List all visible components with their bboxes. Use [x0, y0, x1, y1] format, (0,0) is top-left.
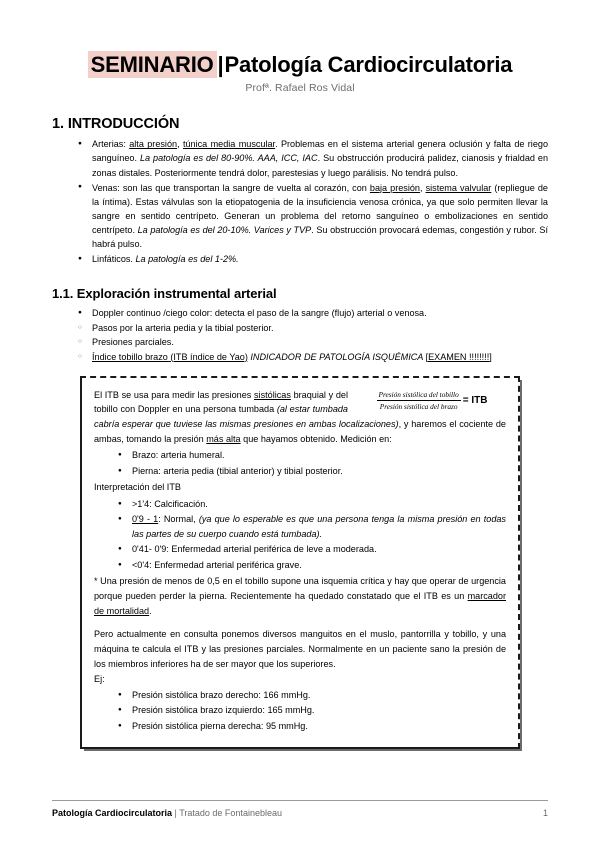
- text-run: Venas: son las que transportan la sangre de vuelta al corazón, con: [92, 182, 370, 193]
- itb-callout-box: [80, 376, 520, 750]
- footer-title: Patología Cardiocirculatoria: [52, 808, 173, 818]
- underlined-text: túnica media muscular: [182, 139, 276, 150]
- title-separator: |: [217, 52, 224, 77]
- footer-source: Tratado de Fontainebleau: [179, 808, 282, 818]
- list-item: [118, 542, 506, 557]
- italic-text: (al estar tumbada cabría esperar que tuviese las mismas presiones en ambas localizaciones): [94, 404, 399, 430]
- list-item: ● Presión sistólica pierna derecha: 95 mmHg.: [118, 719, 506, 734]
- underlined-text: sistólicas: [254, 389, 291, 400]
- exploracion-bullet-list: [52, 306, 548, 320]
- text-run: <0'4: Enfermedad arterial periférica grave.: [132, 559, 302, 570]
- underlined-text: baja presión: [369, 182, 420, 193]
- italic-text: (ya que lo esperable es que una persona tenga la misma presión en todas las partes de su cuerpo cuando está tumbada).: [132, 514, 506, 540]
- formula-numerator: Presión sistólica del tobillo: [377, 390, 461, 402]
- title-highlight-seminario: SEMINARIO: [88, 51, 217, 78]
- text-run: Presiones parciales.: [92, 337, 174, 348]
- list-item: [118, 512, 506, 541]
- text-run: ,: [419, 182, 426, 193]
- sub-list-item: [78, 350, 548, 364]
- italic-text: INDICADOR DE PATOLOGÍA ISQUÉMICA: [250, 351, 426, 362]
- example-label: Ej:: [94, 673, 105, 684]
- text-run: El ITB se usa para medir las presiones: [94, 389, 254, 400]
- text-run: . Su obstrucción producirá palidez, cianosis y frialdad en zonas distales. Posteriormente tendrá dolor, parestesias y luego parálisis. No tendrá pulso.: [92, 153, 549, 178]
- text-run: que hayamos obtenido. Medición en:: [240, 433, 392, 444]
- footer-left: [52, 808, 282, 818]
- interpretation-list: [94, 497, 506, 572]
- sub-list-item: [78, 321, 548, 335]
- text-run: , y haremos el cociente de ambas, tomando la presión: [94, 419, 506, 444]
- title-rest: Patología Cardiocirculatoria: [224, 52, 513, 77]
- underlined-text: alta presión: [129, 139, 178, 150]
- text-run: * Una presión de menos de 0,5 en el tobillo supone una isquemia crítica y hay que operar de urgencia porque pueden perder la pierna. Recientemente ha quedado constatado que el ITB es un: [94, 576, 506, 601]
- footer-page-number: 1: [542, 808, 548, 818]
- section-heading-introduccion: 1. INTRODUCCIÓN: [52, 116, 180, 133]
- text-run: braquial y del tobillo con Doppler en una persona tumbada: [94, 389, 348, 415]
- text-run: Arterias:: [92, 139, 130, 150]
- text-run: . Su obstrucción provocará edemas, congestión y rubor. Sí habrá pulso.: [92, 224, 548, 250]
- italic-text: La patología es del 1-2%.: [135, 254, 239, 265]
- underlined-text: [EXAMEN !!!!!!!!]: [425, 351, 492, 362]
- formula-equals: = ITB: [462, 394, 488, 406]
- list-item: ● Presión sistólica brazo derecho: 166 mmHg.: [118, 688, 506, 703]
- example-list: [94, 688, 506, 733]
- text-run: 0'41- 0'9: Enfermedad arterial periférica de leve a moderada.: [132, 544, 377, 555]
- exploracion-sub-bullet-list: [52, 321, 548, 363]
- list-item: ● Doppler continuo /ciego color: detecta el paso de la sangre (flujo) arterial o venosa.: [78, 306, 548, 320]
- itb-fraction: [377, 390, 461, 413]
- text-run: : Normal,: [158, 514, 199, 525]
- measurement-list: [94, 448, 506, 478]
- page-title: [52, 52, 548, 78]
- list-item: ● Pierna: arteria pedia (tibial anterior) y tibial posterior.: [118, 464, 506, 479]
- underlined-text: marcador de mortalidad: [94, 590, 506, 616]
- list-item: [78, 252, 548, 266]
- introduccion-bullet-list: [52, 137, 548, 266]
- italic-text: La patología es del 20-10%. Varices y TVP: [137, 224, 312, 235]
- list-item: ● Brazo: arteria humeral.: [118, 448, 506, 463]
- italic-text: La patología es del 80-90%. AAA, ICC, IAC: [139, 153, 318, 164]
- footer-separator: |: [174, 808, 177, 818]
- list-item: [78, 137, 548, 179]
- underlined-text: 0'9 - 1: [132, 514, 159, 525]
- list-item: ● Presión sistólica brazo izquierdo: 165 mmHg.: [118, 703, 506, 718]
- list-item: [118, 558, 506, 573]
- underlined-text: sistema valvular: [425, 182, 492, 193]
- text-run: . Problemas en el sistema arterial genera oclusión y falta de riego sanguíneo.: [92, 139, 549, 164]
- box-note-paragraph: [94, 574, 506, 618]
- text-run: >1'4: Calcificación.: [132, 499, 208, 510]
- title-block: [52, 52, 548, 94]
- itb-formula: [358, 390, 506, 413]
- text-run: .: [149, 605, 152, 616]
- list-item: [118, 497, 506, 512]
- underlined-text: Índice tobillo brazo (ITB índice de Yao): [92, 351, 248, 362]
- page-subtitle: Profª. Rafael Ros Vidal: [245, 82, 355, 95]
- sub-list-item: [78, 335, 548, 349]
- subsection-heading-exploracion: 1.1. Exploración instrumental arterial: [52, 286, 277, 302]
- current-practice-paragraph: Pero actualmente en consulta ponemos diversos manguitos en el muslo, pantorrilla y tobillo, y una máquina te calcula el ITB y las presiones parciales. Normalmente en un paciente sano la presión de los miembros inferiores ha de ser mayor que los superiores.: [94, 629, 506, 669]
- interpretation-heading: Interpretación del ITB: [94, 482, 181, 493]
- text-run: (repliegue de la íntima). Estas válvulas son la etiopatogenia de la insuficiencia venosa crónica, ya que solo permiten llevar la sangre en sentido centrípeto. Generan un problema del retorno sanguíneo o embolizaciones en sentido centrípeto.: [92, 182, 548, 235]
- formula-denominator: Presión sistólica del brazo: [379, 402, 458, 412]
- text-run: Pasos por la arteria pedia y la tibial posterior.: [92, 323, 274, 334]
- page-footer: [52, 800, 548, 818]
- text-run: Linfáticos.: [92, 254, 136, 265]
- text-run: ,: [177, 139, 183, 150]
- underlined-text: más alta: [206, 433, 241, 444]
- list-item: [78, 181, 548, 251]
